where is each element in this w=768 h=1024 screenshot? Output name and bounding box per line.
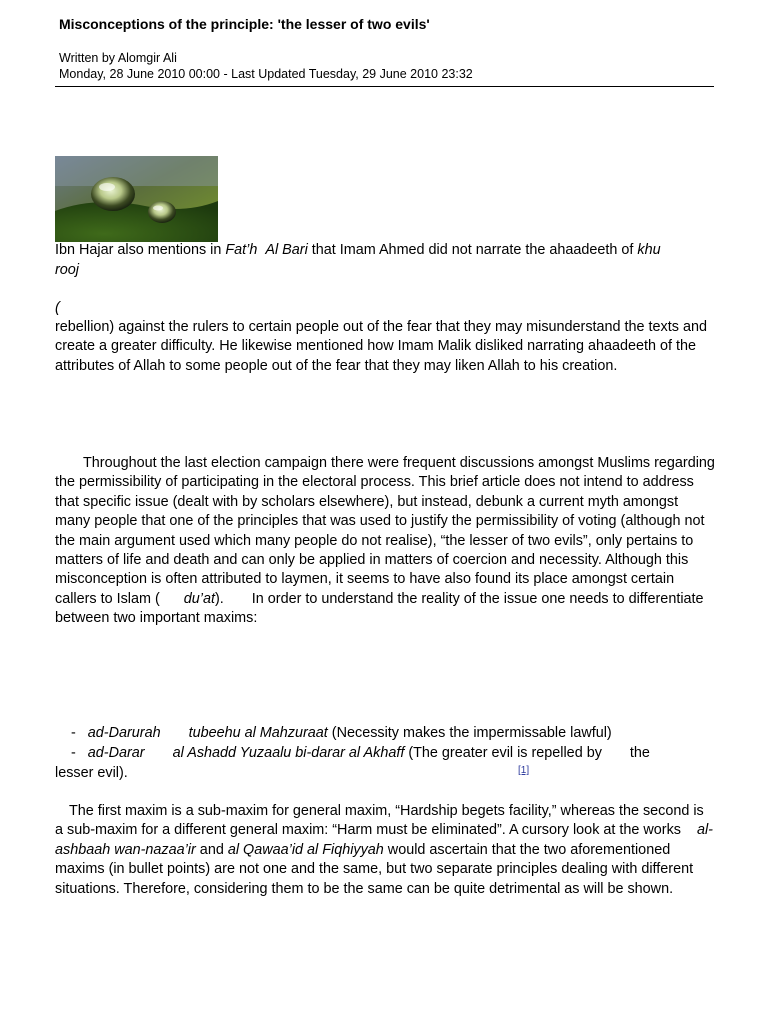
bullet2-term-a: ad-Darar xyxy=(87,745,145,761)
para1-text-a: Ibn Hajar also mentions in xyxy=(55,242,226,258)
para2 xyxy=(55,454,715,629)
article-title: Misconceptions of the principle: 'the lesser of two evils' xyxy=(59,16,430,32)
para3-qawaaid: al Qawaa’id al Fiqhiyyah xyxy=(227,841,384,858)
date-line: Monday, 28 June 2010 00:00 - Last Updated Tuesday, 29 June 2010 23:32 xyxy=(59,67,473,81)
bullet-item-1 xyxy=(55,724,715,743)
para1-fath: Fat’h xyxy=(225,242,258,258)
para1-text-b: that Imam Ahmed did not narrate the ahaadeeth of xyxy=(307,242,638,258)
bullet-item-2 xyxy=(55,744,715,763)
bullet-dash: - xyxy=(71,745,76,761)
author-line: Written by Alomgir Ali xyxy=(59,51,177,65)
para3-text-b: would ascertain that the two aforementioned maxims (in bullet points) are not one and the same, but two separate principles dealing with different situations. Therefore, considering them to be the same can be quite detrimental as will be shown. xyxy=(55,841,694,897)
water-droplet-image xyxy=(55,156,218,242)
para1-khu: khu xyxy=(637,242,661,258)
para1-paren: ( xyxy=(55,300,60,316)
header-divider xyxy=(55,86,714,87)
footnote-link[interactable]: [1] xyxy=(518,765,530,776)
para3 xyxy=(55,802,715,899)
para2-text-c: In order to understand the reality of the issue one needs to differentiate between two important maxims: xyxy=(55,590,704,627)
bullet2-term-b: al Ashadd Yuzaalu bi-darar al Akhaff xyxy=(172,745,405,761)
bullet1-term-a: ad-Darurah xyxy=(87,725,161,741)
bullet2-the: the xyxy=(629,745,650,761)
para3-text-a: The first maxim is a sub-maxim for general maxim, “Hardship begets facility,” whereas the second is a sub-maxim for a different general maxim: “Harm must be eliminated”. A cursory look at the works xyxy=(55,803,704,839)
para1-line3 xyxy=(55,299,715,318)
para2-duat: du’at xyxy=(183,590,215,607)
para1-rooj: rooj xyxy=(55,262,79,278)
para1-albari: Al Bari xyxy=(265,242,308,258)
para2-text-a: Throughout the last election campaign there were frequent discussions amongst Muslims regarding the permissibility of participating in the electoral process. This brief article does not intend to address that specific issue (dealt with by scholars elsewhere), but instead, debunk a current myth amongst many people that one of the principles that was used to justify the permissibility of voting (although not the main argument used which many people do not realise), “the lesser of two evils”, only pertains to matters of life and death and can only be applied in matters of coercion and necessity. Although this misconception is often attributed to laymen, it seems to have also found its place amongst certain callers to Islam ( xyxy=(55,455,715,607)
bullet1-term-b: tubeehu al Mahzuraat xyxy=(188,725,328,741)
para1-rest: rebellion) against the rulers to certain people out of the fear that they may misunderstand the texts and create a greater difficulty. He likewise mentioned how Imam Malik disliked narrating ahaadeeth of the attributes of Allah to some people out of the fear that they may liken Allah to his creation. xyxy=(55,319,707,374)
bullet-item-2-cont: lesser evil). xyxy=(55,765,128,781)
bullet-dash: - xyxy=(71,725,76,741)
para1-line1 xyxy=(55,241,715,260)
para3-ashbaah: al-ashbaah wan-nazaa’ir xyxy=(55,822,713,858)
para2-text-b: ). xyxy=(214,590,224,607)
article-meta xyxy=(59,50,473,82)
bullet2-meaning: (The greater evil is repelled by xyxy=(404,745,602,761)
bullet1-meaning: (Necessity makes the impermissable lawful) xyxy=(327,725,612,741)
para3-and: and xyxy=(195,841,228,858)
para1-line2 xyxy=(55,261,715,280)
